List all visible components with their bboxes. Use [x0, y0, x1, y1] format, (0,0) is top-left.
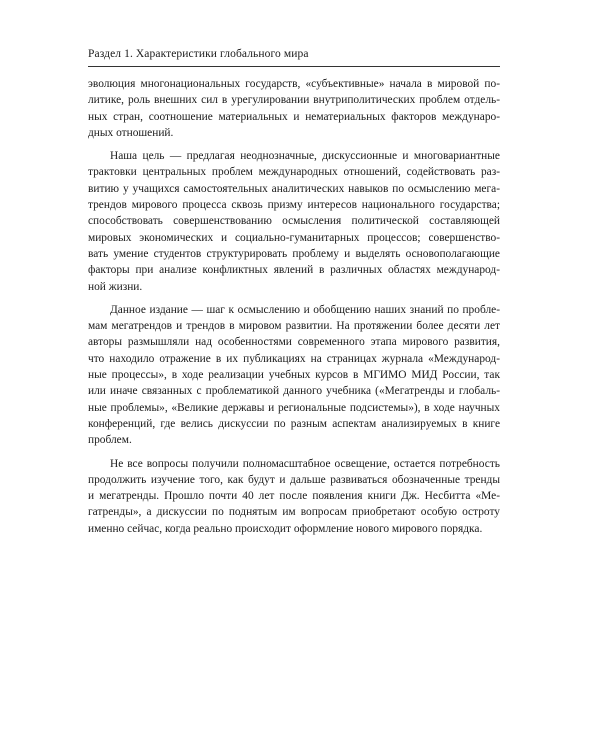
text-line: эволюция многонациональных государств, «субъективные» начала в мировой по- — [88, 78, 500, 90]
text-line: мам мегатрендов и трендов в мировом развитии. На протяжении более десяти лет — [88, 320, 500, 333]
text-line: конференций, где велись дискуссии по разным аспектам анализируемых в книге — [88, 417, 500, 430]
header-rule — [88, 66, 500, 67]
text-line: гатренды», а дискуссии по поднятым им вопросам приобретают особую остроту — [88, 506, 500, 519]
text-line: Не все вопросы получили полномасштабное освещение, остается потребность — [110, 457, 500, 470]
text-line: вать умение студентов структурировать проблему и выделять основополагающие — [88, 247, 500, 260]
text-line: именно сейчас, когда реально происходит оформление нового мирового порядка. — [88, 522, 483, 535]
text-line: трендов мирового процесса сквозь призму интересов национального государства; — [88, 199, 500, 212]
paragraph-4 — [88, 456, 500, 537]
text-line: ной жизни. — [88, 280, 143, 293]
text-line: витию у учащихся самостоятельных аналитических навыков по осмыслению мега- — [88, 182, 500, 195]
text-line: способствовать совершенствованию осмысления политической составляющей — [88, 215, 500, 228]
text-line: ные процессы», в ходе реализации учебных курсов в МГИМО МИД России, так — [88, 369, 500, 382]
text-line: ные проблемы», «Великие державы и региональные подсистемы»), в ходе научных — [88, 401, 500, 414]
text-line: авторы размышляли над особенностями современного этапа мирового развития, — [88, 336, 500, 349]
paragraph-3 — [88, 302, 500, 449]
text-line: литике, роль внешних сил в урегулировании внутриполитических проблем отдель- — [88, 94, 500, 107]
text-line: ных стран, соотношение материальных и нематериальных факторов междунаро- — [88, 110, 500, 123]
text-line: или иначе связанных с проблематикой данного учебника («Мегатренды и глобаль- — [88, 385, 500, 398]
text-line: Данное издание — шаг к осмыслению и обобщению наших знаний по пробле- — [110, 303, 500, 316]
body-text — [88, 76, 500, 544]
text-line: факторы при анализе конфликтных явлений в различных областях международ- — [88, 264, 500, 277]
text-line: мировых экономических и социально-гуманитарных процессов; совершенство- — [88, 231, 500, 244]
text-line: трактовки центральных проблем международных отношений, содействовать раз- — [88, 166, 500, 179]
paragraph-1 — [88, 76, 500, 141]
text-line: дных отношений. — [88, 126, 174, 139]
text-line: что находило отражение в их публикациях на страницах журнала «Международ- — [88, 352, 500, 365]
text-line: продолжить изучение того, как будут и дальше развиваться обозначенные тренды — [88, 473, 500, 486]
paragraph-2 — [88, 148, 500, 295]
running-head: Раздел 1. Характеристики глобального мира — [88, 48, 309, 60]
text-line: проблем. — [88, 434, 132, 447]
text-line: Наша цель — предлагая неоднозначные, дискуссионные и многовариантные — [110, 150, 500, 163]
text-line: и мегатренды. Прошло почти 40 лет после появления книги Дж. Несбитта «Ме- — [88, 490, 500, 503]
